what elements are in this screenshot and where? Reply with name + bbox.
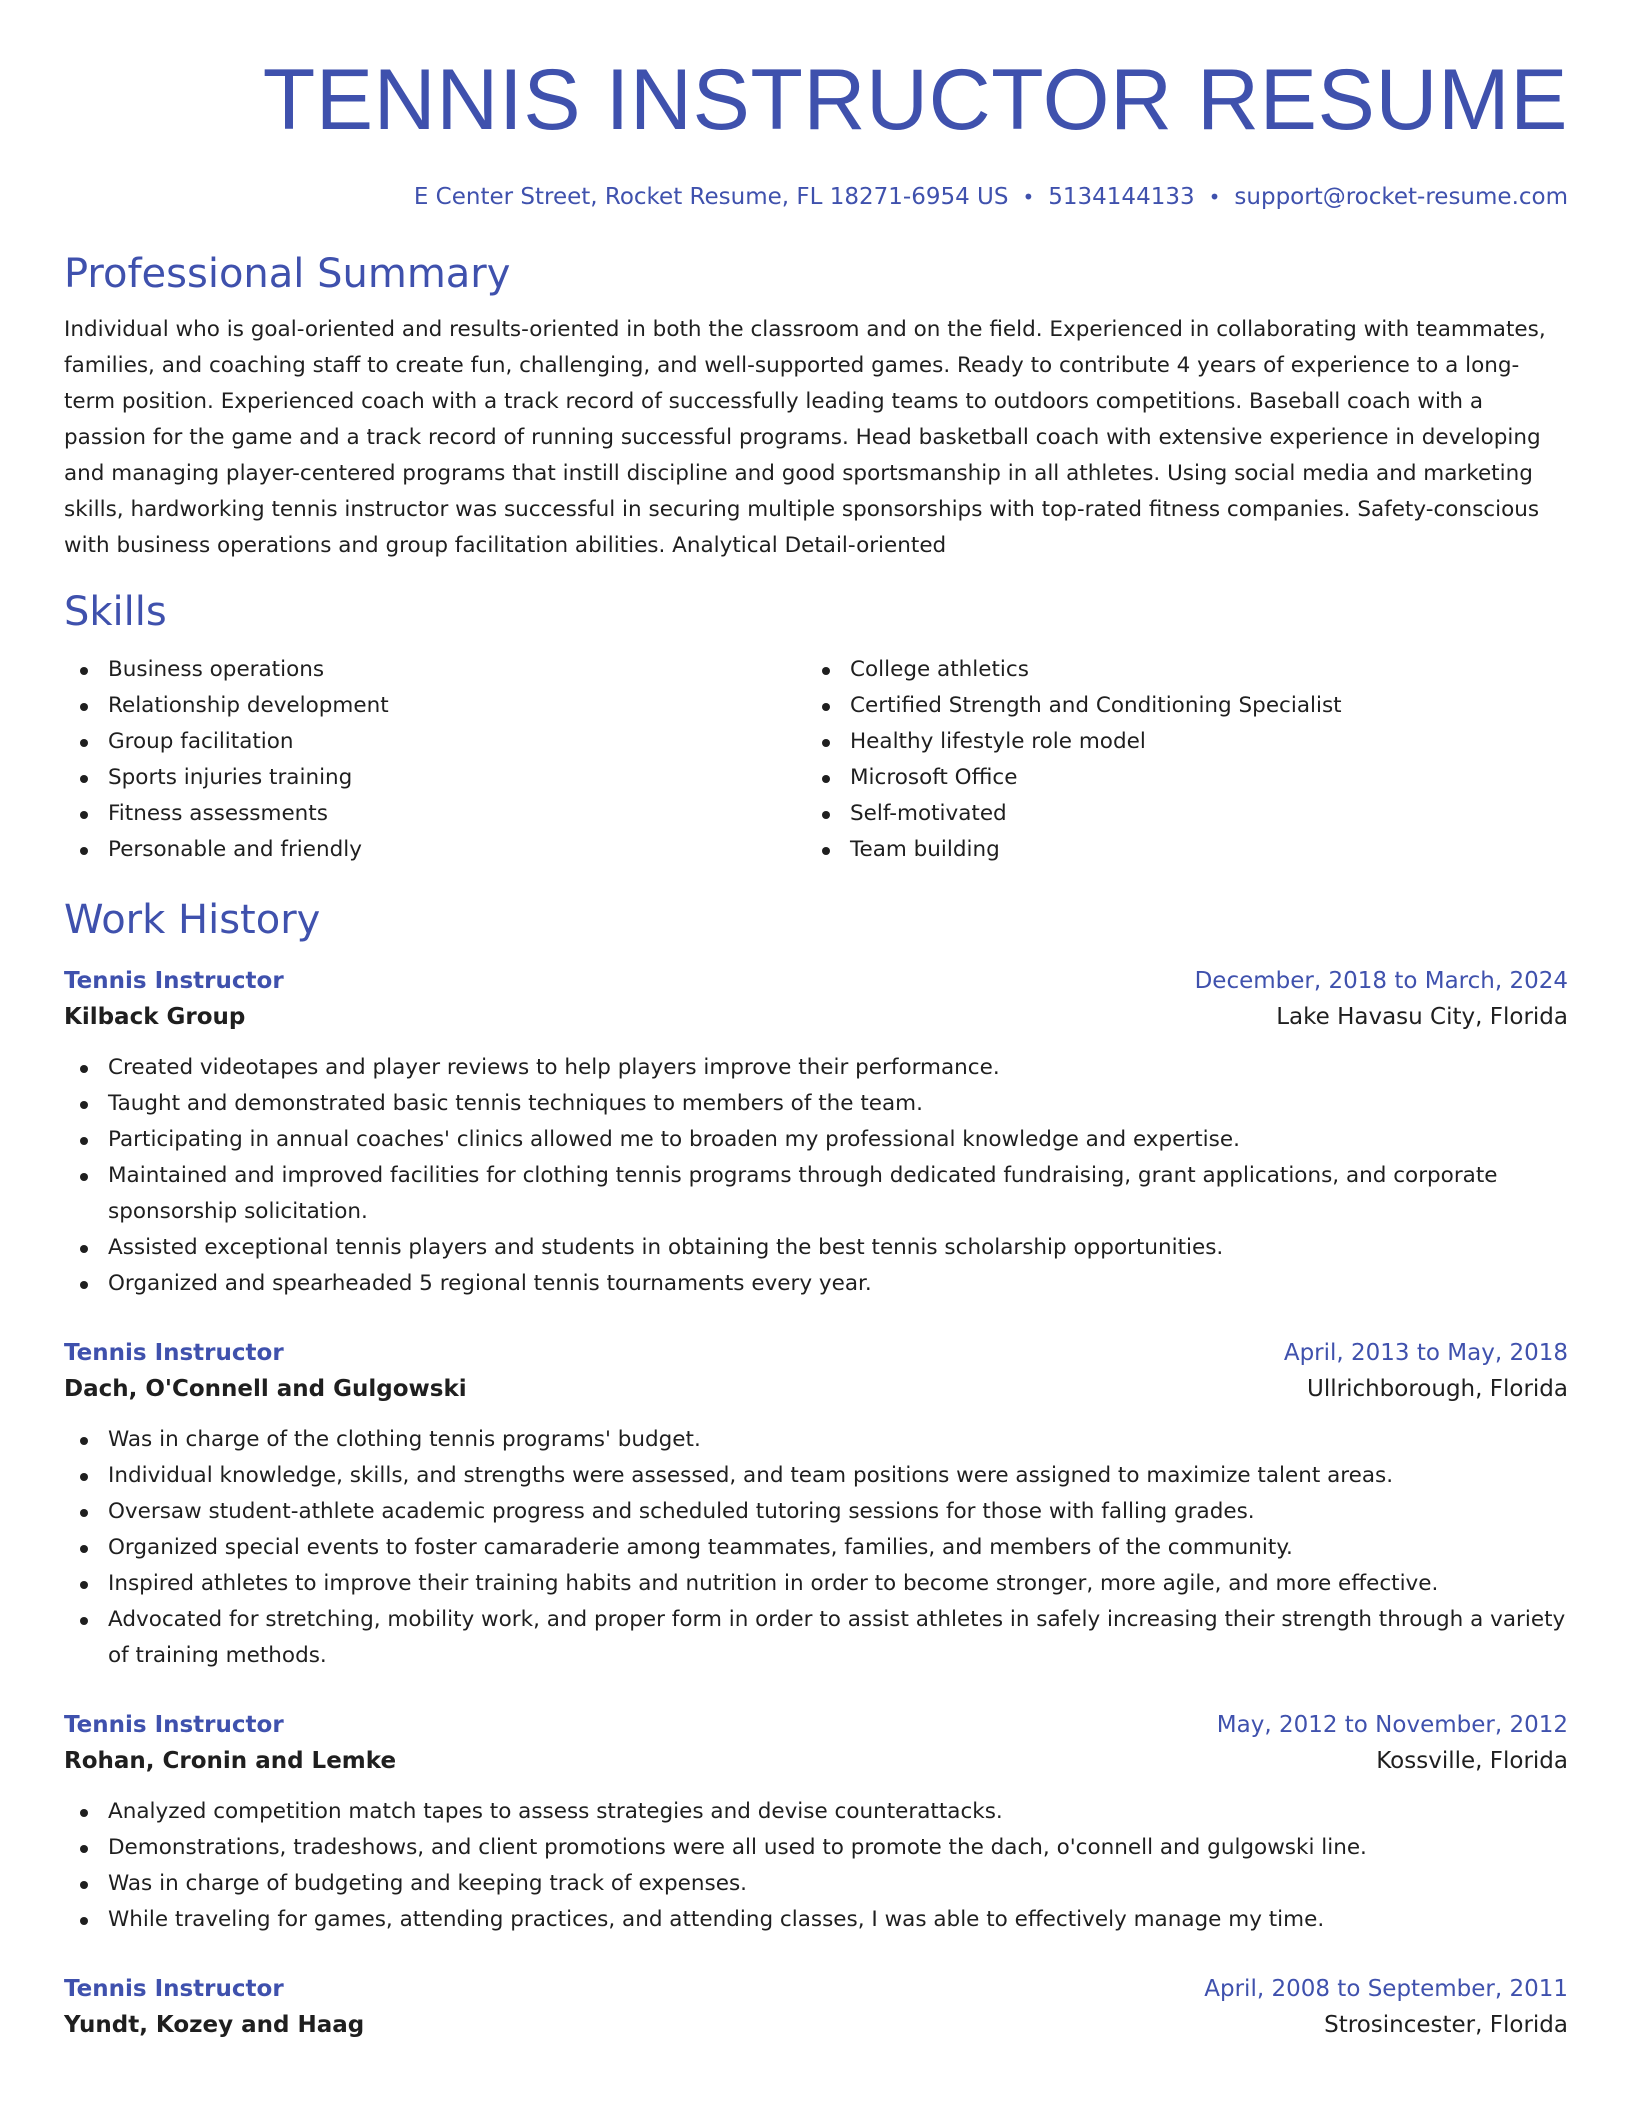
job-bullets [64,1422,1568,1674]
job-location: Strosincester, Florida [1324,2012,1568,2038]
skill-item: Team building [806,832,1548,868]
skill-item: Healthy lifestyle role model [806,724,1548,760]
job-dates: April, 2013 to May, 2018 [1283,1340,1568,1366]
job-bullet: Inspired athletes to improve their training habits and nutrition in order to become stronger, more agile, and more effective. [64,1566,1568,1602]
job-company: Rohan, Cronin and Lemke [64,1748,397,1774]
job-bullet: Participating in annual coaches' clinics allowed me to broaden my professional knowledge and expertise. [64,1122,1568,1158]
work-history-section [64,896,1568,2044]
skill-item: Fitness assessments [64,796,806,832]
contact-separator: • [1208,185,1221,209]
resume-title: TENNIS INSTRUCTOR RESUME [262,52,1568,148]
job-bullet: Taught and demonstrated basic tennis techniques to members of the team. [64,1086,1568,1122]
skills-list-left [64,652,806,868]
skill-item: Microsoft Office [806,760,1548,796]
section-heading-work-history: Work History [64,897,321,943]
job-location: Ullrichborough, Florida [1307,1376,1568,1402]
contact-phone: 5134144133 [1048,184,1195,210]
job-location: Lake Havasu City, Florida [1276,1004,1568,1030]
job-bullet: Maintained and improved facilities for clothing tennis programs through dedicated fundraising, grant applications, and corporate sponsorship solicitation. [64,1158,1568,1230]
job-bullet: Advocated for stretching, mobility work, and proper form in order to assist athletes in safely increasing their strength through a variety of training methods. [64,1602,1568,1674]
job-company: Yundt, Kozey and Haag [64,2012,365,2038]
skill-item: Business operations [64,652,806,688]
job-bullet: Organized special events to foster camaraderie among teammates, families, and members of the community. [64,1530,1568,1566]
skill-item: Personable and friendly [64,832,806,868]
professional-summary-section [64,250,1568,564]
skill-item: Certified Strength and Conditioning Specialist [806,688,1548,724]
job-bullet: Oversaw student-athlete academic progress and scheduled tutoring sessions for those with falling grades. [64,1494,1568,1530]
contact-line [64,182,1568,212]
job-company-row [64,998,1568,1036]
job-bullet: While traveling for games, attending practices, and attending classes, I was able to effectively manage my time. [64,1902,1568,1938]
contact-separator: • [1022,185,1035,209]
skill-item: Group facilitation [64,724,806,760]
job-bullet: Individual knowledge, skills, and strengths were assessed, and team positions were assigned to maximize talent areas. [64,1458,1568,1494]
job-bullet: Demonstrations, tradeshows, and client promotions were all used to promote the dach, o'connell and gulgowski line. [64,1830,1568,1866]
job-header-row [64,1708,1568,1742]
job-header-row [64,1972,1568,2006]
skills-list-right [806,652,1548,868]
job-dates: April, 2008 to September, 2011 [1204,1976,1568,2002]
job-bullet: Analyzed competition match tapes to assess strategies and devise counterattacks. [64,1794,1568,1830]
section-heading-summary: Professional Summary [64,251,511,297]
job-header-row [64,1336,1568,1370]
job-entry [64,1972,1568,2044]
job-bullet: Was in charge of budgeting and keeping track of expenses. [64,1866,1568,1902]
resume-header [64,0,1568,212]
job-entry [64,1336,1568,1674]
skill-item: Relationship development [64,688,806,724]
job-location: Kossville, Florida [1376,1748,1568,1774]
job-bullets [64,1794,1568,1938]
contact-email: support@rocket-resume.com [1234,184,1568,210]
job-company-row [64,1370,1568,1408]
job-bullets [64,1050,1568,1302]
skill-item: Self-motivated [806,796,1548,832]
job-bullet: Was in charge of the clothing tennis programs' budget. [64,1422,1568,1458]
job-bullet: Created videotapes and player reviews to help players improve their performance. [64,1050,1568,1086]
summary-paragraph: Individual who is goal-oriented and results-oriented in both the classroom and on the field. Experienced in collaborating with teammates, families, and coaching staff to create fun, challenging, and well-supported games. Ready to contribute 4 years of experience to a long-term position. Experienced coach with a track record of successfully leading teams to outdoors competitions. Baseball coach with a passion for the game and a track record of running successful programs. Head basketball coach with extensive experience in developing and managing player-centered programs that instill discipline and good sportsmanship in all athletes. Using social media and marketing skills, hardworking tennis instructor was successful in securing multiple sponsorships with top-rated fitness companies. Safety-conscious with business operations and group facilitation abilities. Analytical Detail-oriented [64,317,1546,558]
job-entry [64,964,1568,1302]
contact-address: E Center Street, Rocket Resume, FL 18271-6954 US [413,184,1009,210]
job-entry [64,1708,1568,1938]
job-company-row [64,1742,1568,1780]
job-bullet: Organized and spearheaded 5 regional tennis tournaments every year. [64,1266,1568,1302]
resume-page [64,0,1568,2044]
job-company: Dach, O'Connell and Gulgowski [64,1376,467,1402]
job-title: Tennis Instructor [64,1976,284,2002]
skills-columns [64,652,1568,868]
skill-item: Sports injuries training [64,760,806,796]
job-dates: May, 2012 to November, 2012 [1216,1712,1568,1738]
skill-item: College athletics [806,652,1548,688]
job-company-row [64,2006,1568,2044]
job-title: Tennis Instructor [64,968,284,994]
section-heading-skills: Skills [64,589,167,635]
skills-section [64,588,1568,868]
job-dates: December, 2018 to March, 2024 [1194,968,1568,994]
job-company: Kilback Group [64,1004,246,1030]
job-title: Tennis Instructor [64,1712,284,1738]
job-bullet: Assisted exceptional tennis players and students in obtaining the best tennis scholarship opportunities. [64,1230,1568,1266]
job-header-row [64,964,1568,998]
job-title: Tennis Instructor [64,1340,284,1366]
